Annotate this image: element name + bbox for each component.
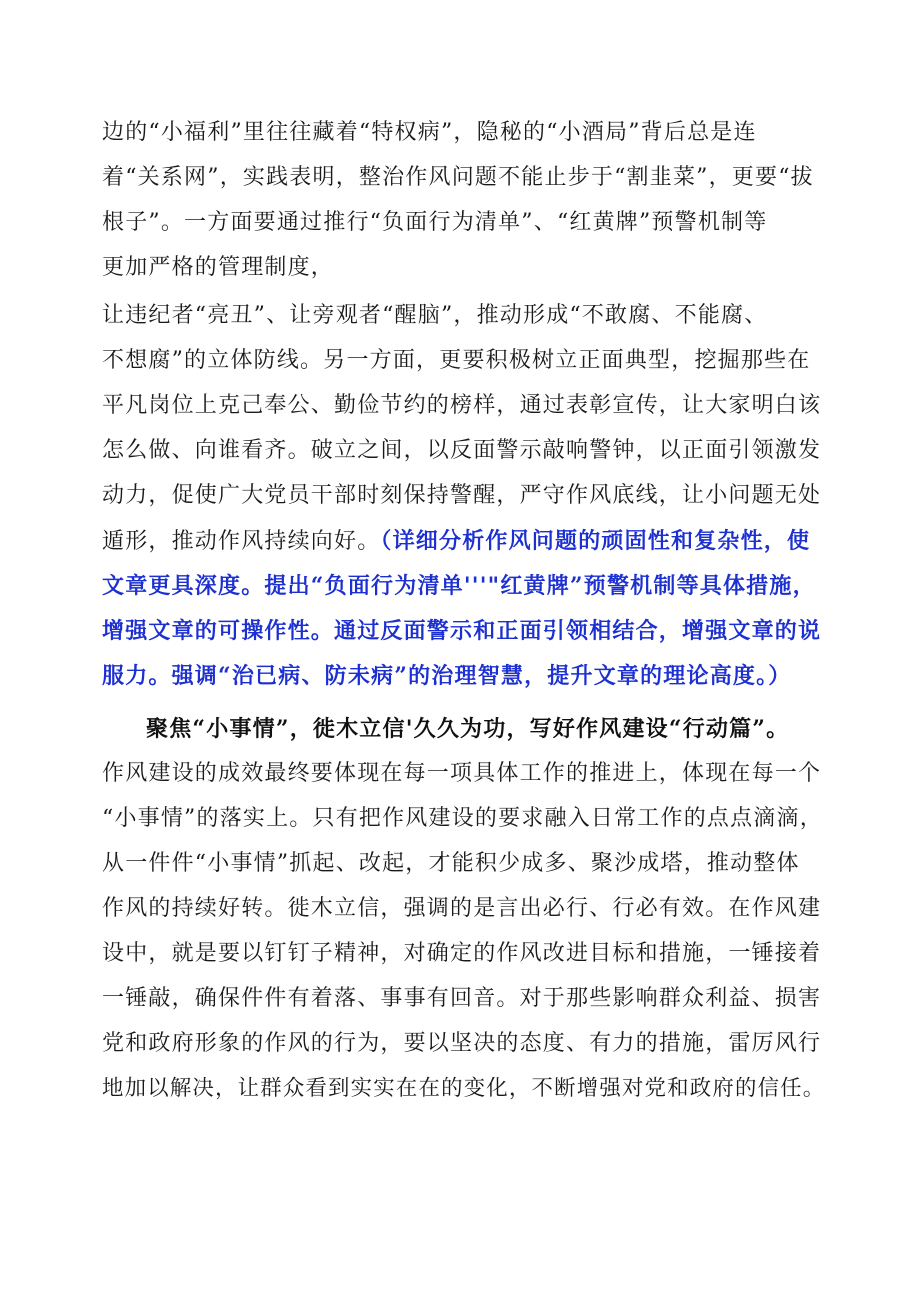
paragraph-line: 作风的持续好转。徙木立信，强调的是言出必行、行必有效。在作风建 (102, 896, 822, 921)
revision-note-line: 服力。强调“治已病、防未病”的治理智慧，提升文章的理论高度。） (102, 663, 792, 689)
paragraph-line: 让违纪者“亮丑”、让旁观者“醒脑”，推动形成“不敢腐、不能腐、 (102, 303, 768, 328)
paragraph-text: 遁形，推动作风持续向好。 (102, 529, 381, 554)
paragraph-line: 怎么做、向谁看齐。破立之间，以反面警示敲响警钟，以正面引领激发 (102, 438, 822, 463)
section-heading: 聚焦“小事情”，徙木立信'久久为功，写好作风建设“行动篇”。 (146, 716, 790, 742)
paragraph-line: 地加以解决，让群众看到实实在在的变化，不断增强对党和政府的信任。 (102, 1076, 826, 1101)
paragraph-line: 边的“小福利”里往往藏着“特权病”，隐秘的“小酒局”背后总是连 (102, 120, 757, 145)
revision-note-line: 增强文章的可操作性。通过反面警示和正面引领相结合，增强文章的说 (102, 618, 822, 644)
paragraph-line: 一锤敲，确保件件有着落、事事有回音。对于那些影响群众利益、损害 (102, 986, 822, 1011)
paragraph-line-mixed (102, 526, 832, 557)
paragraph-line: 作风建设的成效最终要体现在每一项具体工作的推进上，体现在每一个 (102, 761, 822, 786)
revision-note-line: 文章更具深度。提出“负面行为清单'''"红黄牌”预警机制等具体措施， (102, 573, 816, 599)
paragraph-line: 党和政府形象的作风的行为，要以坚决的态度、有力的措施，雷厉风行 (102, 1031, 822, 1056)
paragraph-line: 动力，促使广大党员干部时刻保持警醒，严守作风底线，让小问题无处 (102, 483, 822, 508)
paragraph-line: 平凡岗位上克己奉公、勤俭节约的榜样，通过表彰宣传，让大家明白该 (102, 393, 822, 418)
paragraph-line: 从一件件“小事情”抓起、改起，才能积少成多、聚沙成塔，推动整体 (102, 851, 800, 876)
revision-note: （详细分析作风问题的顽固性和复杂性，使 (380, 528, 811, 554)
paragraph-line: 设中，就是要以钉钉子精神，对确定的作风改进目标和措施，一锤接着 (102, 941, 822, 966)
paragraph-line: 不想腐”的立体防线。另一方面，更要积极树立正面典型，挖掘那些在 (102, 348, 811, 373)
paragraph-line: 着“关系网”，实践表明，整治作风问题不能止步于“割韭菜”，更要“拔 (102, 165, 814, 190)
paragraph-line: 更加严格的管理制度， (102, 255, 335, 280)
paragraph-line: “小事情”的落实上。只有把作风建设的要求融入日常工作的点点滴滴， (102, 806, 823, 831)
paragraph-line: 根子”。一方面要通过推行“负面行为清单”、“红黄牌”预警机制等 (102, 210, 768, 235)
